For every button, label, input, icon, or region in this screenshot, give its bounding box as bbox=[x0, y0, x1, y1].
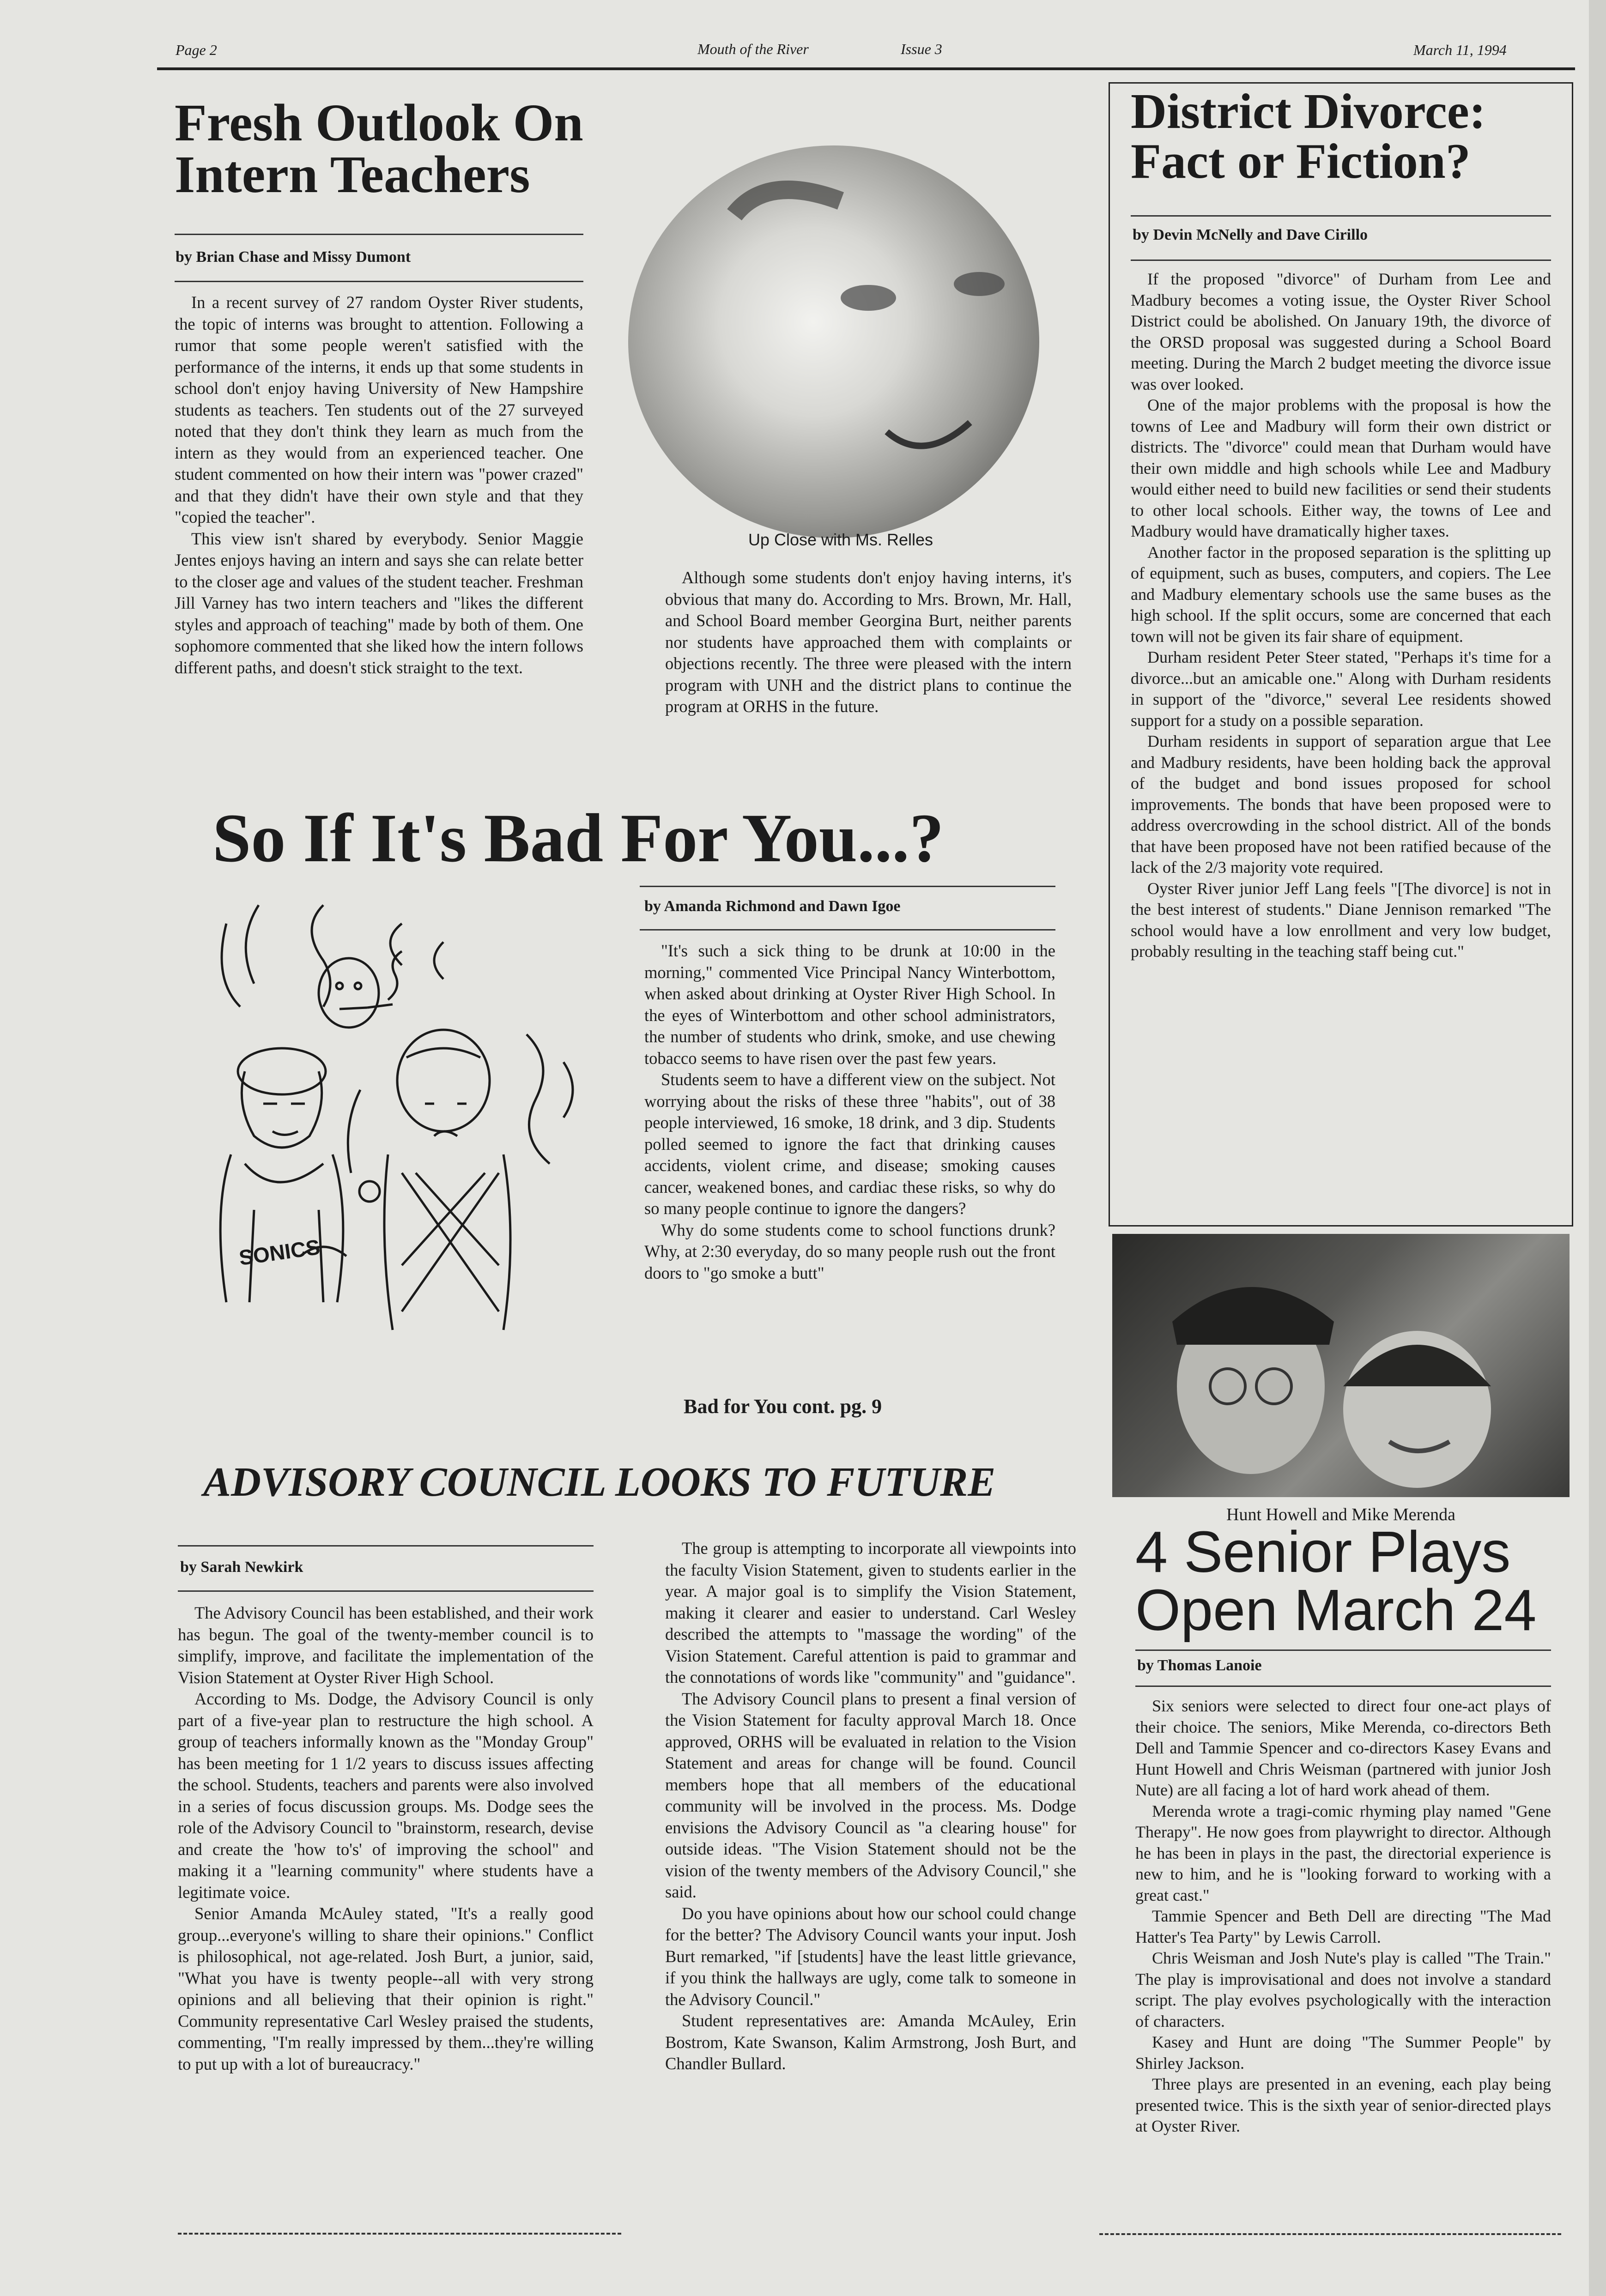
divorce-rule-top bbox=[1131, 215, 1551, 217]
interns-paragraph: In a recent survey of 27 random Oyster River students, the topic of interns was brought to attention. Following a rumor that some people weren't satisfied with the performance of the interns, it ends up that some students in school don't enjoy having University of New Hampshire students as teachers. Ten students out of the 27 surveyed noted that they don't think they learn as much from the intern as they would from an experienced teacher. One student commented on how their intern was "power crazed" and that they didn't have their own style and that they "copied the teacher". bbox=[175, 293, 583, 526]
divorce-headline: District Divorce: Fact or Fiction? bbox=[1131, 84, 1486, 189]
bad-headline-wrap bbox=[212, 800, 1090, 876]
plays-rule-bottom bbox=[1135, 1686, 1551, 1687]
divorce-byline: by Devin McNelly and Dave Cirillo bbox=[1133, 226, 1368, 243]
bad-paragraph: Why do some students come to school functions drunk? Why, at 2:30 everyday, do so many people rush out the front doors to "go smoke a butt" bbox=[644, 1220, 1055, 1282]
divorce-paragraph: Another factor in the proposed separation is the splitting up of equipment, such as buses, computers, and copiers. The Lee and Madbury elementary schools use the same buses as the high school. If the split occurs, some are concerned that each town will not be given its fair share of equipment. bbox=[1131, 543, 1551, 646]
interns-rule-bottom bbox=[175, 281, 583, 282]
smokers-illustration bbox=[185, 887, 628, 1348]
clip-line-right bbox=[1099, 2233, 1561, 2235]
plays-headline: 4 Senior Plays Open March 24 bbox=[1135, 1519, 1537, 1643]
issue-number: Issue 3 bbox=[901, 41, 942, 57]
plays-paragraph: Chris Weisman and Josh Nute's play is called "The Train." The play is improvisational and does not involve a standard script. The play evolves psychologically with the interaction of characters. bbox=[1135, 1949, 1551, 2030]
divorce-body bbox=[1131, 269, 1551, 962]
bad-continued-link[interactable]: Bad for You cont. pg. 9 bbox=[684, 1395, 882, 1418]
interns-headline-wrap bbox=[175, 93, 590, 204]
plays-rule-top bbox=[1135, 1649, 1551, 1651]
plays-paragraph: Tammie Spencer and Beth Dell are directing "The Mad Hatter's Tea Party" by Lewis Carroll. bbox=[1135, 1907, 1551, 1946]
issue-date: March 11, 1994 bbox=[1413, 42, 1507, 58]
plays-body bbox=[1135, 1696, 1551, 2137]
divorce-paragraph: One of the major problems with the proposal is how the towns of Lee and Madbury will form their own district or districts. The "divorce" could mean that Durham would have their own middle and high schools while Lee and Madbury would either need to build new facilities or send their students to other local schools. Either way, the towns of Lee and Madbury would have dramatically higher taxes. bbox=[1131, 396, 1551, 540]
advisory-byline: by Sarah Newkirk bbox=[180, 1559, 303, 1576]
students-photo-caption: Hunt Howell and Mike Merenda bbox=[1226, 1505, 1455, 1524]
interns-body bbox=[175, 292, 583, 678]
divorce-paragraph: Oyster River junior Jeff Lang feels "[The divorce] is not in the best interest of students." Diane Jennison remarked "The school would have a low enrollment and very low budget, probably resulting in the teaching staff being cut." bbox=[1131, 879, 1551, 961]
advisory-paragraph: The group is attempting to incorporate all viewpoints into the faculty Vision Statement, given to students earlier in the year. A major goal is to simplify the Vision Statement, making it clearer and easier to understand. Carl Wesley described the attempts to "massage the wording" of the Vision Statement. Careful attention is paid to grammar and the connotations of words like "community" and "guidance". bbox=[665, 1539, 1076, 1686]
students-photo-shapes bbox=[1112, 1234, 1570, 1497]
bad-paragraph: "It's such a sick thing to be drunk at 10:00 in the morning," commented Vice Principal Nancy Winterbottom, when asked about drinking at Oyster River High School. In the eyes of Winterbottom and other school administrators, the number of students who drink, smoke, and use chewing tobacco seems to have risen over the past few years. bbox=[644, 941, 1055, 1068]
smokers-drawing bbox=[185, 887, 628, 1348]
page-fold-shadow bbox=[1589, 0, 1606, 2296]
interns-headline: Fresh Outlook On Intern Teachers bbox=[175, 93, 583, 204]
plays-paragraph: Three plays are presented in an evening, each play being presented twice. This is the sixth year of senior-directed plays at Oyster River. bbox=[1135, 2075, 1551, 2135]
advisory-column-1 bbox=[178, 1602, 594, 2075]
students-photo bbox=[1112, 1234, 1570, 1497]
divorce-paragraph: If the proposed "divorce" of Durham from Lee and Madbury becomes a voting issue, the Oyster River School District could be abolished. On January 19th, the divorce of the ORSD proposal was suggested during a School Board meeting. During the March 2 budget meeting the divorce issue was over looked. bbox=[1131, 270, 1551, 393]
bad-byline: by Amanda Richmond and Dawn Igoe bbox=[644, 898, 901, 915]
clip-line-left bbox=[178, 2233, 621, 2235]
advisory-headline: ADVISORY COUNCIL LOOKS TO FUTURE bbox=[203, 1459, 996, 1505]
portrait-photo-shading bbox=[628, 145, 1039, 538]
interns-continued-paragraph: Although some students don't enjoy having interns, it's obvious that many do. According to Mrs. Brown, Mr. Hall, and School Board member Georgina Burt, neither parents nor students have approached them with complaints or objections recently. The three were pleased with the intern program with UNH and the district plans to continue the program at ORHS in the future. bbox=[665, 568, 1072, 716]
plays-paragraph: Merenda wrote a tragi-comic rhyming play named "Gene Therapy". He now goes from playwright to director. Although he has been in plays in the past, the directorial experience is new to him, and he is "looking forward to working with a great cast." bbox=[1135, 1801, 1551, 1904]
bad-rule-bottom bbox=[640, 929, 1055, 930]
advisory-rule-top bbox=[178, 1545, 594, 1547]
page-number: Page 2 bbox=[176, 42, 217, 58]
plays-paragraph: Six seniors were selected to direct four one-act plays of their choice. The seniors, Mike Merenda, co-directors Beth Dell and Tammie Spencer and co-directors Kasey Evans and Hunt Howell and Chris Weisman (partnered with junior Josh Nute) are all facing a lot of hard work ahead of them. bbox=[1135, 1697, 1551, 1799]
bad-paragraph: Students seem to have a different view on the subject. Not worrying about the risks of these three "habits", out of 38 people interviewed, 16 smoke, 18 drink, and 3 dip. Students polled seemed to ignore the fact that drinking causes accidents, violent crime, and disease; smoking causes cancer, weakened bones, and cardiac these risks, so why do so many people continue to ignore the dangers? bbox=[644, 1070, 1055, 1218]
divorce-headline-wrap bbox=[1131, 84, 1556, 189]
divorce-rule-bottom bbox=[1131, 260, 1551, 261]
advisory-paragraph: Senior Amanda McAuley stated, "It's a really good group...everyone's willing to share their opinions." Conflict is philosophical, not age-related. Josh Burt, a junior, said, "What you have is twenty people--all with very strong opinions and all believing that their opinion is right." Community representative Carl Wesley praised the students, commenting, "I'm really impressed by them...they're willing to put up with a lot of bureaucracy." bbox=[178, 1904, 594, 2073]
interns-paragraph: This view isn't shared by everybody. Senior Maggie Jentes enjoys having an intern and says she can relate better to the closer age and values of the student teacher. Freshman Jill Varney has two intern teachers and "likes the different styles and approach of teaching" made by both of them. One sophomore commented that she liked how the intern follows different paths, and doesn't stick straight to the text. bbox=[175, 529, 583, 677]
plays-byline: by Thomas Lanoie bbox=[1137, 1657, 1262, 1674]
bad-rule-top bbox=[640, 886, 1055, 887]
interns-byline: by Brian Chase and Missy Dumont bbox=[176, 248, 411, 266]
advisory-paragraph: According to Ms. Dodge, the Advisory Council is only part of a five-year plan to restructure the high school. A group of teachers informally known as the "Monday Group" has been meeting for 1 1/2 years to discuss issues affecting the school. Students, teachers and parents were also involved in a series of focus discussion groups. Ms. Dodge sees the role of the Advisory Council to "brainstorm, research, devise and create the 'how to's' of improving the school" and making it a "learning community" where students have a legitimate voice. bbox=[178, 1689, 594, 1902]
advisory-rule-bottom bbox=[178, 1590, 594, 1592]
bad-headline: So If It's Bad For You...? bbox=[212, 800, 944, 876]
bad-body bbox=[644, 940, 1055, 1284]
advisory-paragraph: Student representatives are: Amanda McAuley, Erin Bostrom, Kate Swanson, Kalim Armstrong, Josh Burt, and Chandler Bullard. bbox=[665, 2011, 1076, 2073]
advisory-column-2 bbox=[665, 1538, 1076, 2075]
publication-name: Mouth of the River bbox=[697, 41, 809, 57]
portrait-photo-relles bbox=[628, 145, 1039, 538]
advisory-paragraph: The Advisory Council plans to present a final version of the Vision Statement for faculty approval March 18. Once approved, ORHS will be evaluated in relation to the Vision Statement and areas for change will be found. Council members hope that all members of the educational community will be involved in the process. Ms. Dodge envisions the Advisory Council as "a clearing house" for outside ideas. "The Vision Statement should not be the vision of the twenty members of the Advisory Council," she said. bbox=[665, 1689, 1076, 1901]
interns-rule-top bbox=[175, 234, 583, 235]
interns-continued bbox=[665, 567, 1072, 718]
advisory-paragraph: Do you have opinions about how our school could change for the better? The Advisory Council wants your input. Josh Burt remarked, "if [students] have the least little grievance, if you think the hallways are ugly, come talk to someone in the Advisory Council." bbox=[665, 1903, 1076, 2009]
illustration-shirt-text: SONICS bbox=[237, 1234, 322, 1270]
portrait-caption: Up Close with Ms. Relles bbox=[748, 530, 933, 549]
divorce-paragraph: Durham resident Peter Steer stated, "Perhaps it's time for a divorce...but an amicable one." Along with Durham residents in support of the "divorce," several Lee residents showed support for a study on a possible separation. bbox=[1131, 648, 1551, 730]
plays-paragraph: Kasey and Hunt are doing "The Summer People" by Shirley Jackson. bbox=[1135, 2033, 1551, 2072]
advisory-paragraph: The Advisory Council has been established, and their work has begun. The goal of the twenty-member council is to simplify, improve, and facilitate the implementation of the Vision Statement at Oyster River High School. bbox=[178, 1603, 594, 1687]
header-rule bbox=[157, 67, 1575, 70]
divorce-paragraph: Durham residents in support of separation argue that Lee and Madbury residents, have been holding back the approval of the budget and bond issues proposed for school improvements. The bonds that have been proposed were to address overcrowding in the school district. All of the bonds that have been proposed have not been ratified because of the lack of the 2/3 majority vote required. bbox=[1131, 732, 1551, 876]
